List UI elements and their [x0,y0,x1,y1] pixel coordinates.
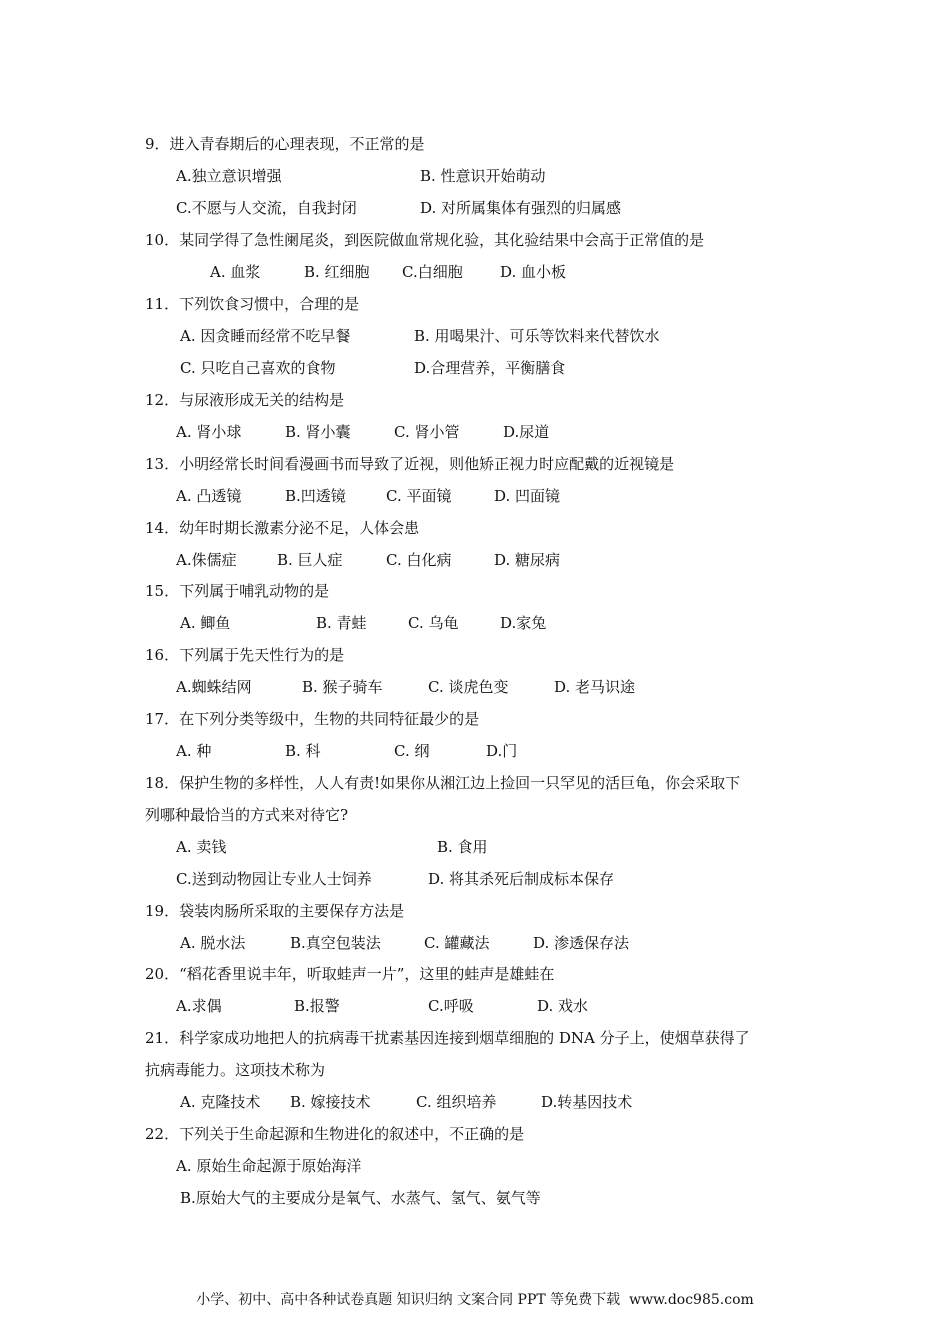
question-stem: 18．保护生物的多样性，人人有责!如果你从湘江边上捡回一只罕见的活巨龟，你会采取下 [145,774,741,792]
question-stem-continued: 列哪种最恰当的方式来对待它? [145,806,349,824]
footer-text: 小学、初中、高中各种试卷真题 知识归纳 文案合同 PPT 等免费下载 www.doc985.com [196,1292,754,1308]
question-stem: 19．袋装肉肠所采取的主要保存方法是 [145,902,405,920]
option-a: A. 脱水法 [180,934,246,952]
option-d: D. 对所属集体有强烈的归属感 [420,199,622,217]
question-stem: 16．下列属于先天性行为的是 [145,646,345,664]
option-b: B. 食用 [437,838,488,856]
option-c: C. 纲 [394,742,430,760]
option-c: C. 组织培养 [416,1093,497,1111]
option-d: D. 渗透保存法 [533,934,630,952]
option-b: B. 嫁接技术 [290,1093,371,1111]
option-a: A. 肾小球 [176,423,242,441]
option-c: C.白细胞 [402,263,463,281]
option-c: C. 乌龟 [408,614,459,632]
option-d: D.家兔 [500,614,547,632]
option-a: A. 原始生命起源于原始海洋 [176,1157,362,1175]
option-c: C.呼吸 [428,997,474,1015]
question-stem: 15．下列属于哺乳动物的是 [145,582,330,600]
option-b: B. 用喝果汁、可乐等饮料来代替饮水 [414,327,660,345]
option-d: D. 凹面镜 [494,487,561,505]
option-a: A. 种 [176,742,212,760]
question-stem-continued: 抗病毒能力。这项技术称为 [145,1061,326,1079]
question-stem: 20．“稻花香里说丰年，听取蛙声一片”，这里的蛙声是雄蛙在 [145,965,555,983]
option-c: C. 只吃自己喜欢的食物 [180,359,336,377]
option-c: C. 谈虎色变 [428,678,509,696]
option-b: B. 性意识开始萌动 [420,167,546,185]
option-d: D. 血小板 [500,263,567,281]
question-stem: 11．下列饮食习惯中，合理的是 [145,295,360,313]
option-d: D.转基因技术 [541,1093,633,1111]
option-a: A. 血浆 [210,263,261,281]
option-d: D.尿道 [503,423,550,441]
option-d: D.合理营养，平衡膳食 [414,359,566,377]
question-stem: 12．与尿液形成无关的结构是 [145,391,345,409]
option-b: B.原始大气的主要成分是氧气、水蒸气、氢气、氨气等 [180,1189,541,1207]
option-d: D. 老马识途 [554,678,636,696]
option-a: A. 鲫鱼 [180,614,231,632]
option-d: D. 戏水 [537,997,589,1015]
option-b: B. 巨人症 [277,551,343,569]
option-a: A. 凸透镜 [176,487,242,505]
question-stem: 17．在下列分类等级中，生物的共同特征最少的是 [145,710,480,728]
option-c: C. 肾小管 [394,423,460,441]
question-stem: 13．小明经常长时间看漫画书而导致了近视，则他矫正视力时应配戴的近视镜是 [145,455,675,473]
option-c: C. 罐藏法 [424,934,490,952]
option-b: B. 红细胞 [304,263,370,281]
question-stem: 10．某同学得了急性阑尾炎，到医院做血常规化验，其化验结果中会高于正常值的是 [145,231,705,249]
question-stem: 21．科学家成功地把人的抗病毒干扰素基因连接到烟草细胞的 DNA 分子上，使烟草获得了 [145,1029,750,1047]
option-c: C.不愿与人交流，自我封闭 [176,199,357,217]
option-c: C.送到动物园让专业人士饲养 [176,870,372,888]
option-a: A.蜘蛛结网 [176,678,252,696]
option-a: A. 因贪睡而经常不吃早餐 [180,327,351,345]
option-b: B.真空包装法 [290,934,381,952]
question-stem: 22．下列关于生命起源和生物进化的叙述中，不正确的是 [145,1125,525,1143]
question-stem: 14．幼年时期长激素分泌不足，人体会患 [145,519,420,537]
option-b: B.凹透镜 [285,487,346,505]
option-d: D. 将其杀死后制成标本保存 [428,870,615,888]
option-a: A. 克隆技术 [180,1093,261,1111]
option-a: A. 卖钱 [176,838,227,856]
option-a: A.求偶 [176,997,222,1015]
option-b: B. 肾小囊 [285,423,351,441]
option-b: B.报警 [294,997,340,1015]
option-b: B. 科 [285,742,321,760]
option-b: B. 猴子骑车 [302,678,383,696]
option-d: D.门 [486,742,518,760]
option-c: C. 白化病 [386,551,452,569]
option-c: C. 平面镜 [386,487,452,505]
option-b: B. 青蛙 [316,614,367,632]
option-a: A.侏儒症 [176,551,237,569]
question-stem: 9．进入青春期后的心理表现，不正常的是 [145,135,425,153]
option-a: A.独立意识增强 [176,167,282,185]
option-d: D. 糖尿病 [494,551,561,569]
